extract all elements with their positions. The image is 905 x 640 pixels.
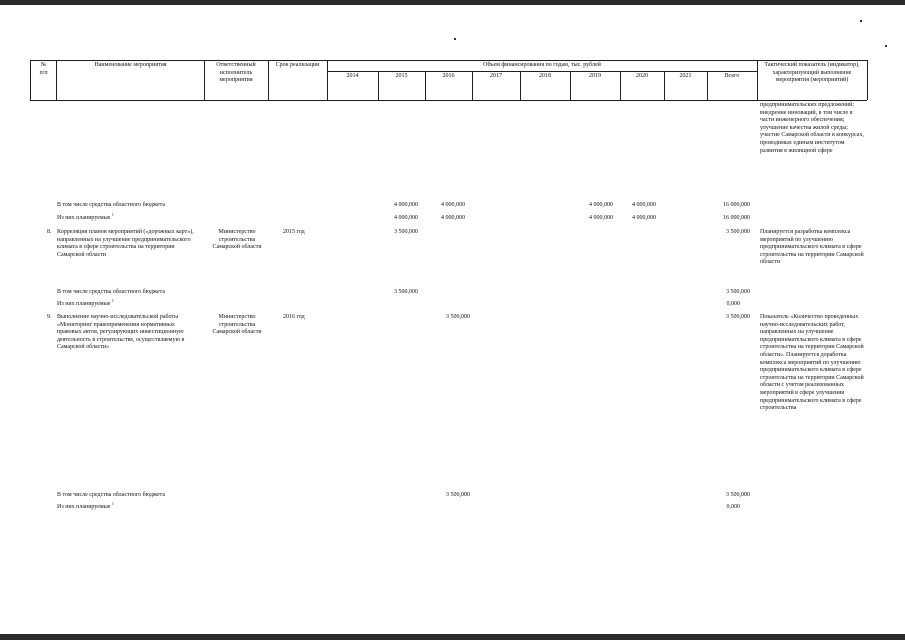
scan-speck (454, 38, 456, 40)
value-total: 3 500,000 (726, 314, 750, 320)
row-label: В том числе средства областного бюджета (57, 289, 166, 295)
row-label: В том числе средства областного бюджета (57, 492, 166, 498)
year-2021: 2021 (679, 73, 692, 79)
row-label (57, 212, 114, 223)
year-2016: 2016 (442, 73, 455, 79)
value-total: 3 500,000 (726, 492, 750, 498)
scan-speck (860, 20, 862, 22)
value-2015: 4 000,000 (394, 202, 418, 208)
value-2016: 3 500,000 (446, 314, 470, 320)
value-total: 0,000 (726, 301, 740, 307)
item-indicator: Планируется разработка комплекса мероприятий по улучшению предпринимательского климата в сфере строительства на территории Самарской области (760, 229, 864, 266)
item-executor: Министерство строительства Самарской области (212, 229, 262, 251)
value-total: 16 000,000 (723, 215, 750, 221)
year-2019: 2019 (589, 73, 601, 79)
row-label-text: Из них планируемые (57, 301, 111, 307)
item-number: 8. (47, 229, 52, 235)
year-2014: 2014 (346, 73, 359, 79)
continued-indicator-text: предпринимательских предложений; внедрение инноваций, в том числе в части инженерного обеспечения; улучшение качества жилой среды; участие Самарской области в конкурсах, проводимых единым институтом развития в жилищной сфере (760, 102, 864, 154)
value-2015: 3 500,000 (394, 289, 418, 295)
row-label (57, 501, 114, 512)
col-name-header: Наименование мероприятия (94, 62, 167, 68)
value-2015: 3 500,000 (394, 229, 418, 235)
year-2020: 2020 (636, 73, 648, 79)
value-2015: 4 000,000 (394, 215, 418, 221)
col-number-header: № п/п (39, 62, 48, 76)
footnote-mark: 1 (111, 212, 114, 217)
value-2016: 3 500,000 (446, 492, 470, 498)
col-indicator-header: Тактический показатель (индикатор), характеризующий выполнение мероприятия (мероприятий) (764, 62, 860, 84)
footnote-mark: 1 (111, 298, 114, 303)
item-number: 9. (47, 314, 52, 320)
value-2016: 4 000,000 (441, 215, 465, 221)
row-label: В том числе средства областного бюджета (57, 202, 166, 208)
year-2015: 2015 (395, 73, 408, 79)
value-2019: 4 000,000 (589, 215, 613, 221)
value-total: 3 500,000 (726, 289, 750, 295)
value-2016: 4 000,000 (441, 202, 465, 208)
bottom-scan-border (0, 634, 905, 640)
value-2019: 4 000,000 (589, 202, 613, 208)
item-indicator: Показатель «Количество проведенных научно-исследовательских работ, направленных на улучшение предпринимательского климата в сфере строительства на территории Самарской области». Планируется доработка комплекса мероприятий по улучшению предпринимательского климата в сфере строительства на территории Самарской области с учетом реализованных мероприятий в сфере улучшения предпринимательского климата в сфере строительства (760, 314, 864, 412)
value-total: 16 000,000 (723, 202, 750, 208)
scan-speck (885, 45, 887, 47)
col-period-header: Срок реализации (275, 62, 320, 68)
value-2020: 4 000,000 (632, 215, 656, 221)
value-total: 0,000 (726, 504, 740, 510)
row-label-text: Из них планируемые (57, 504, 111, 510)
year-2018: 2018 (539, 73, 551, 79)
row-label (57, 298, 114, 309)
top-scan-border (0, 0, 905, 5)
item-period: 2015 год (283, 229, 305, 235)
value-total: 3 500,000 (726, 229, 750, 235)
row-label-text: Из них планируемые (57, 215, 111, 221)
year-2017: 2017 (490, 73, 502, 79)
value-2020: 4 000,000 (632, 202, 656, 208)
item-name: Выполнение научно-исследовательской работы «Мониторинг правоприменения нормативных правовых актов, регулирующих инвестиционную деятельность в строительстве, осуществляемую в Самарской области» (57, 314, 185, 351)
col-executor-header: Ответственный исполнитель мероприятия (216, 62, 256, 84)
item-executor: Министерство строительства Самарской области (212, 314, 262, 336)
col-funding-header: Объем финансирования по годам, тыс. рублей (483, 62, 601, 68)
item-period: 2016 год (283, 314, 305, 320)
item-name: Корреляция планов мероприятий («дорожных карт»), направленных на улучшение предпринимательского климата в сфере строительства на территории Самарской области (57, 229, 194, 258)
col-total-header: Всего (724, 73, 740, 79)
footnote-mark: 1 (111, 501, 114, 506)
